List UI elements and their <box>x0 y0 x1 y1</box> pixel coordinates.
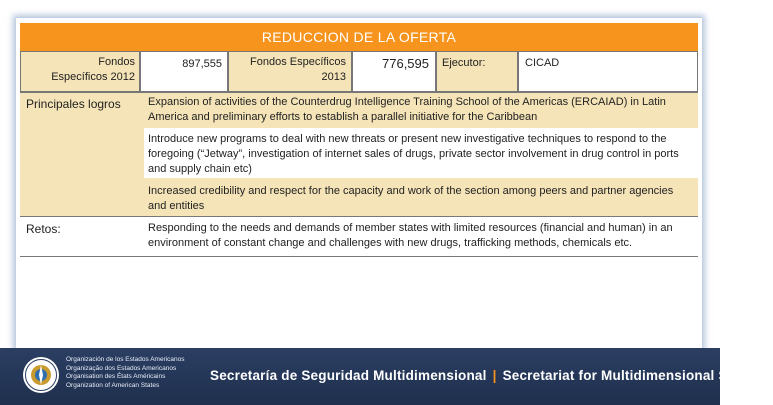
achievements-label: Principales logros <box>20 92 144 216</box>
org-name-line: Organization of American States <box>66 381 160 389</box>
secretariat-es: Secretaría de Seguridad Multidimensional <box>210 368 487 383</box>
divider <box>20 92 698 93</box>
funds-row <box>20 51 698 92</box>
oas-seal-icon <box>22 356 60 394</box>
achievements-section <box>20 92 698 216</box>
slide-title: REDUCCION DE LA OFERTA <box>20 23 698 51</box>
fondos-2012-label-line2: Específicos 2012 <box>51 71 135 83</box>
challenges-text: Responding to the needs and demands of member states with limited resources (financial and human) in an environment of constant change and challenges with new drugs, trafficking methods, chemicals etc. <box>148 222 673 249</box>
achievement-item: Introduce new programs to deal with new threats or present new investigative techniques to respond to the foregoing (“Jetway”, investigation of internet sales of drugs, private sector involvement in drug control in ports and supply chain etc) <box>144 128 698 178</box>
divider <box>20 216 698 217</box>
fondos-2012-value: 897,555 <box>140 51 228 92</box>
org-name-line: Organização dos Estados Americanos <box>66 364 177 372</box>
title-separator: | <box>492 368 497 383</box>
fondos-2013-label <box>228 51 352 92</box>
divider <box>20 256 698 257</box>
fondos-2013-label-line1: Fondos Específicos <box>250 56 346 68</box>
org-name-line: Organización de los Estados Americanos <box>66 356 185 363</box>
secretariat-title <box>210 368 773 383</box>
fondos-2012-label-line1: Fondos <box>98 56 135 68</box>
fondos-2013-label-line2: 2013 <box>321 71 346 83</box>
ejecutor-label: Ejecutor: <box>436 51 518 92</box>
challenges-section <box>20 216 698 256</box>
fondos-2013-value: 776,595 <box>352 51 436 92</box>
challenges-label: Retos: <box>26 222 61 236</box>
org-name-line: Organisation des États Américains <box>66 373 166 380</box>
ejecutor-value: CICAD <box>518 51 698 92</box>
org-name-lines <box>66 356 185 390</box>
secretariat-en: Secretariat for Multidimensional Security <box>502 368 773 383</box>
fondos-2012-label <box>20 51 140 92</box>
achievement-item: Increased credibility and respect for the capacity and work of the section among peers and partner agencies and entities <box>144 178 698 216</box>
achievement-item: Expansion of activities of the Counterdrug Intelligence Training School of the Americas (ERCAIAD) in Latin America and preliminary efforts to establish a parallel initiative for the Caribbean <box>144 92 698 128</box>
